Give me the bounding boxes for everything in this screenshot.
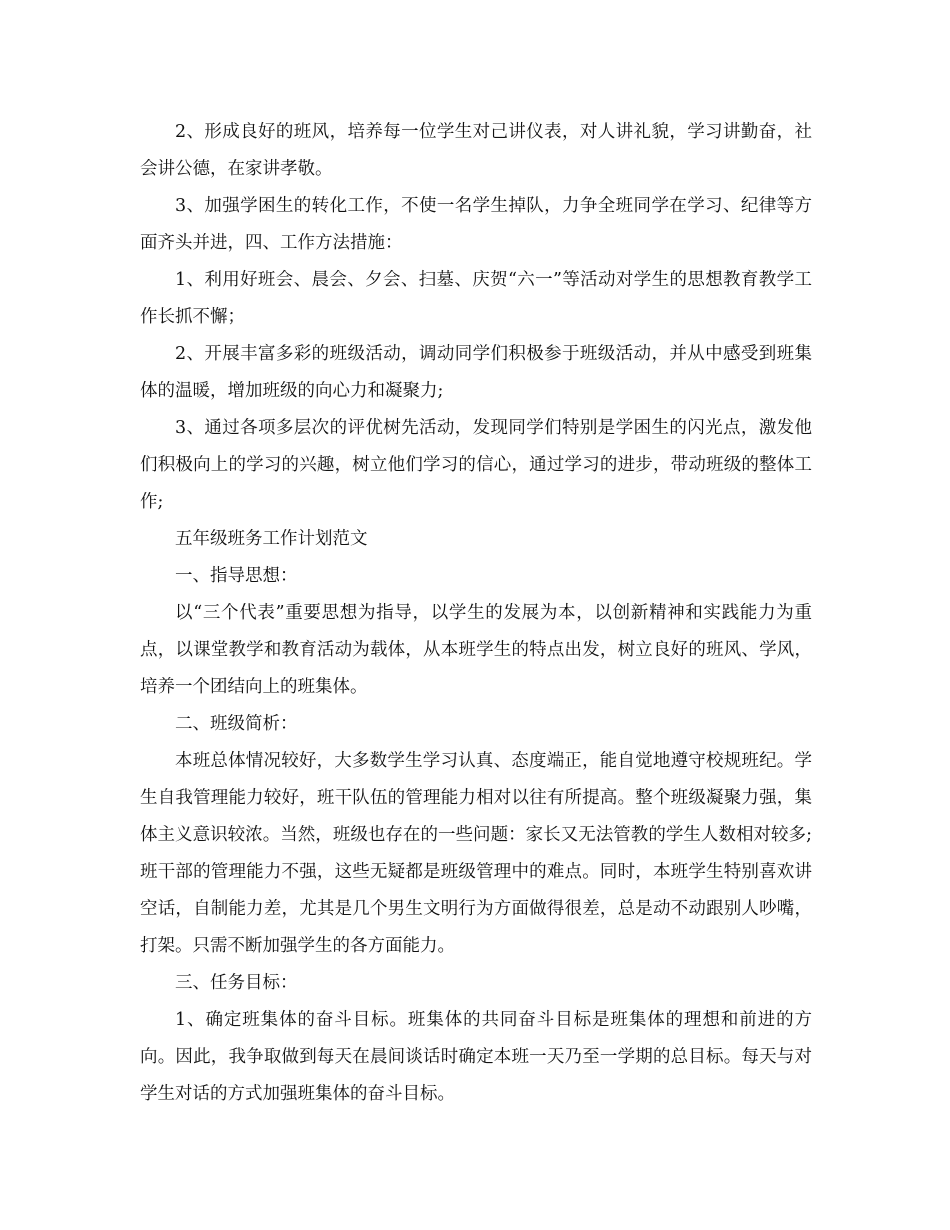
- section-title-plan: 五年级班务工作计划范文: [175, 529, 368, 549]
- heading-guiding-ideology: 一、指导思想：: [175, 566, 298, 586]
- paragraph-method-meetings: 1、利用好班会、晨会、夕会、扫墓、庆贺“六一”等活动对学生的思想教育教学工作长抓不懈；: [140, 270, 812, 327]
- paragraph-class-analysis: 本班总体情况较好，大多数学生学习认真、态度端正，能自觉地遵守校规班纪。学生自我管理能力较好，班干队伍的管理能力相对以往有所提高。整个班级凝聚力强，集体主义意识较浓。当然，班级也存在的一些问题：家长又无法管教的学生人数相对较多;班干部的管理能力不强，这些无疑都是班级管理中的难点。同时，本班学生特别喜欢讲空话，自制能力差，尤其是几个男生文明行为方面做得很差，总是动不动跟别人吵嘴，打架。只需不断加强学生的各方面能力。: [140, 751, 812, 956]
- paragraph-task-goals: 1、确定班集体的奋斗目标。班集体的共同奋斗目标是班集体的理想和前进的方向。因此，我争取做到每天在晨间谈话时确定本班一天乃至一学期的总目标。每天与对学生对话的方式加强班集体的奋斗目标。: [140, 1010, 812, 1104]
- document-body: [140, 114, 812, 1113]
- heading-task-goals: 三、任务目标：: [175, 973, 298, 993]
- heading-class-analysis: 二、班级简析：: [175, 714, 298, 734]
- paragraph-method-awards: 3、通过各项多层次的评优树先活动，发现同学们特别是学困生的闪光点，激发他们积极向上的学习的兴趣，树立他们学习的信心，通过学习的进步，带动班级的整体工作;: [140, 418, 812, 512]
- paragraph-class-style-goal: 2、形成良好的班风，培养每一位学生对己讲仪表，对人讲礼貌，学习讲勤奋，社会讲公德，在家讲孝敬。: [140, 122, 812, 179]
- paragraph-guiding-ideology: 以“三个代表”重要思想为指导，以学生的发展为本，以创新精神和实践能力为重点，以课堂教学和教育活动为载体，从本班学生的特点出发，树立良好的班风、学风，培养一个团结向上的班集体。: [140, 603, 812, 697]
- paragraph-method-activities: 2、开展丰富多彩的班级活动，调动同学们积极参于班级活动，并从中感受到班集体的温暖，增加班级的向心力和凝聚力;: [140, 344, 812, 401]
- paragraph-struggling-students: 3、加强学困生的转化工作，不使一名学生掉队，力争全班同学在学习、纪律等方面齐头并进，四、工作方法措施：: [140, 196, 812, 253]
